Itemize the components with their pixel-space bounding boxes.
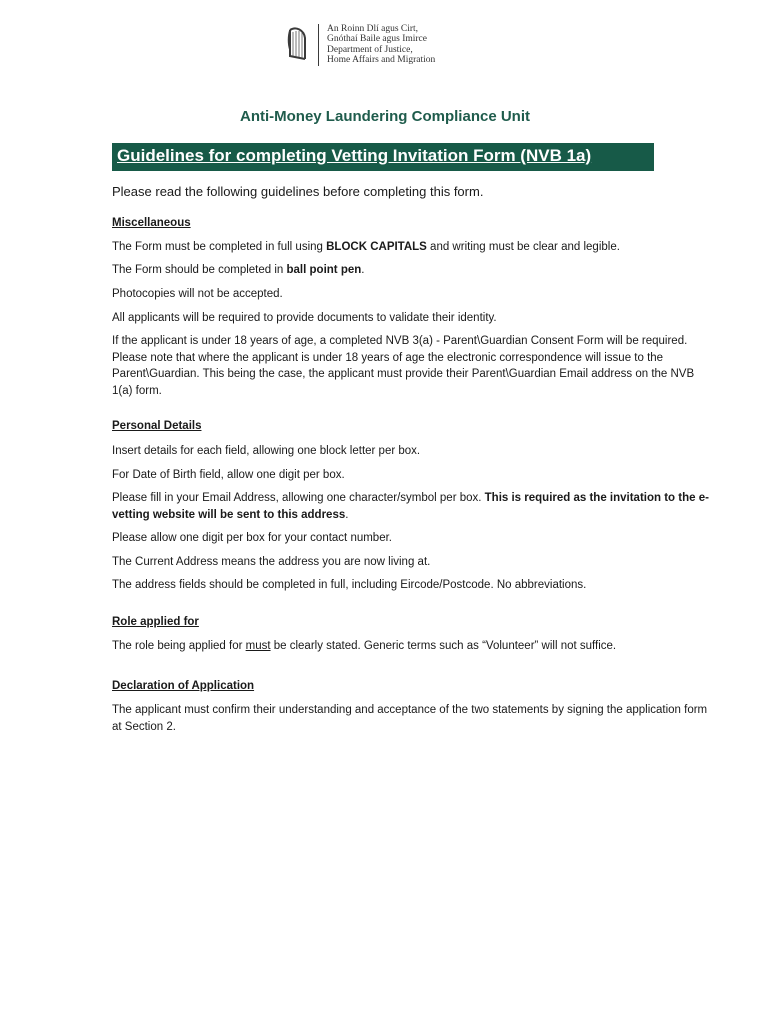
paragraph: The applicant must confirm their understanding and acceptance of the two statements by signing the application form at Section 2. bbox=[112, 704, 708, 733]
paragraph: The Form must be completed in full using BLOCK CAPITALS and writing must be clear and legible. bbox=[112, 241, 620, 253]
paragraph: Insert details for each field, allowing one block letter per box. bbox=[112, 445, 421, 457]
paragraph: The address fields should be completed in full, including Eircode/Postcode. No abbreviations. bbox=[112, 579, 587, 591]
paragraph: Please allow one digit per box for your contact number. bbox=[112, 532, 392, 544]
paragraph: Please fill in your Email Address, allowing one character/symbol per box. This is required as the invitation to the e-vetting website will be sent to this address. bbox=[112, 492, 709, 521]
intro-text: Please read the following guidelines before completing this form. bbox=[112, 184, 484, 199]
page-title: Guidelines for completing Vetting Invitation Form (NVB 1a) bbox=[117, 146, 592, 165]
department-name-line: Department of Justice, bbox=[327, 44, 413, 55]
paragraph: Photocopies will not be accepted. bbox=[112, 288, 283, 300]
department-name-line: Gnóthaí Baile agus Imirce bbox=[327, 34, 427, 45]
unit-title: Anti-Money Laundering Compliance Unit bbox=[239, 108, 530, 125]
paragraph: The role being applied for must be clearly stated. Generic terms such as “Volunteer” will not suffice. bbox=[112, 640, 617, 652]
paragraph: If the applicant is under 18 years of age, a completed NVB 3(a) - Parent\Guardian Consent Form will be required. Please note that where the applicant is under 18 years of age the electronic correspondence will issue to the Parent\Guardian. This being the case, the applicant must provide their Parent\Guardian Email address on the NVB 1(a) form. bbox=[112, 335, 695, 397]
heading-miscellaneous: Miscellaneous bbox=[112, 217, 191, 229]
harp-icon bbox=[286, 26, 308, 62]
heading-role-applied-for: Role applied for bbox=[112, 616, 199, 628]
paragraph: All applicants will be required to provide documents to validate their identity. bbox=[112, 312, 497, 324]
title-banner bbox=[112, 143, 654, 171]
heading-declaration-of-application: Declaration of Application bbox=[112, 680, 255, 692]
heading-personal-details: Personal Details bbox=[112, 420, 202, 432]
paragraph: For Date of Birth field, allow one digit per box. bbox=[112, 469, 345, 481]
department-name-line: An Roinn Dlí agus Cirt, bbox=[327, 24, 419, 34]
paragraph: The Form should be completed in ball point pen. bbox=[112, 264, 365, 276]
department-name bbox=[327, 24, 435, 66]
department-name-line: Home Affairs and Migration bbox=[327, 55, 436, 66]
logo-divider bbox=[318, 24, 319, 66]
paragraph: The Current Address means the address you are now living at. bbox=[112, 556, 431, 568]
